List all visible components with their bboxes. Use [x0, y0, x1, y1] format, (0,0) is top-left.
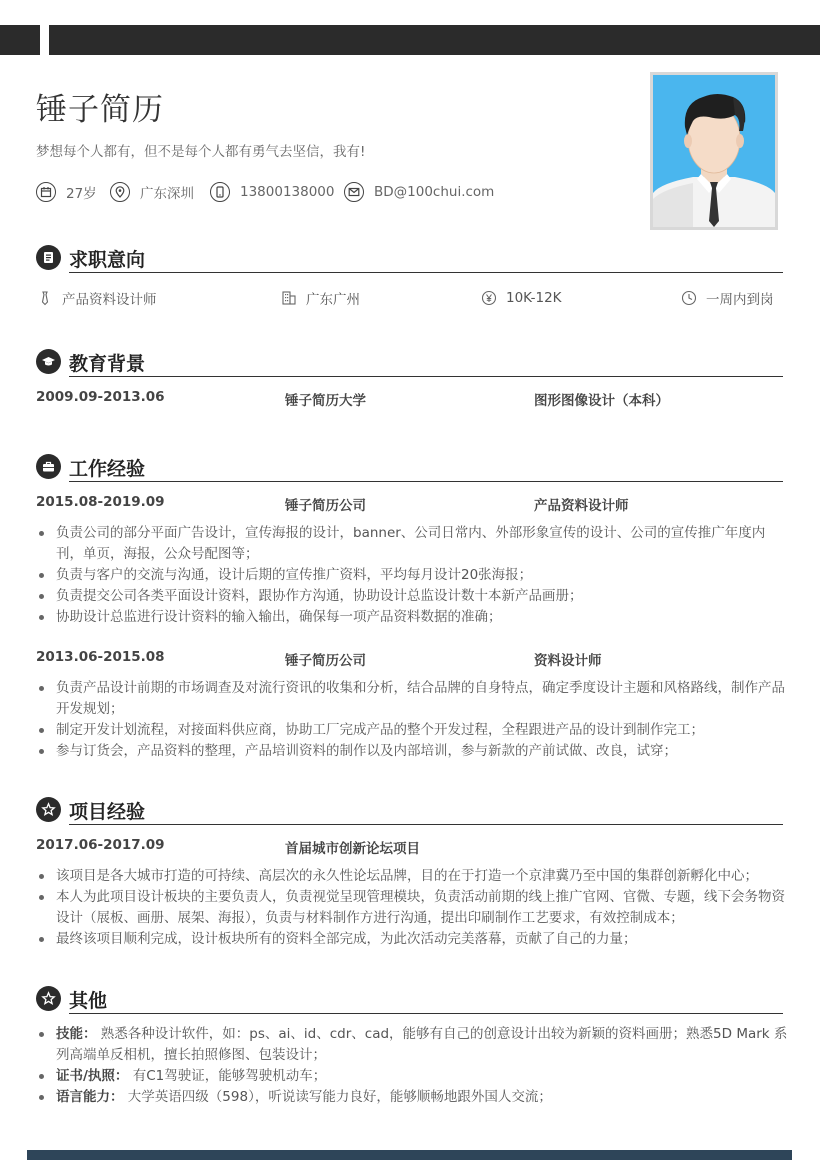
phone-icon	[210, 182, 230, 202]
profile-photo	[650, 72, 778, 230]
section-title: 工作经验	[69, 458, 146, 480]
list-item: 负责提交公司各类平面设计资料，跟协作方沟通，协助设计总监设计数十本新产品画册；	[36, 586, 788, 607]
section-divider	[69, 1013, 783, 1014]
list-item: 负责产品设计前期的市场调查及对流行资讯的收集和分析，结合品牌的自身特点，确定季度设计主题和风格路线，制作产品开发规划；	[36, 678, 788, 720]
list-item: 参与订货会，产品资料的整理，产品培训资料的制作以及内部培训，参与新款的产前试做、改良，试穿；	[36, 741, 788, 762]
document-icon	[36, 245, 61, 270]
list-item: 协助设计总监进行设计资料的输入输出，确保每一项产品资料数据的准确；	[36, 607, 788, 628]
location-pin-icon	[110, 182, 130, 202]
section-title: 教育背景	[69, 353, 146, 375]
item-label: 语言能力：	[56, 1089, 124, 1105]
section-work	[36, 452, 783, 482]
job-period: 2013.06-2015.08	[36, 649, 165, 665]
intent-position-text: 产品资料设计师	[62, 292, 157, 308]
building-icon	[280, 289, 298, 307]
section-projects	[36, 795, 783, 825]
item-text: 熟悉各种设计软件，如：ps、ai、id、cdr、cad，能够有自己的创意设计出较为新颖的资料画册；熟悉5D Mark 系列高端单反相机，擅长拍照修图、包装设计；	[56, 1026, 788, 1063]
intent-city-text: 广东广州	[306, 292, 360, 308]
section-job-intent	[36, 243, 783, 273]
job-duties	[36, 678, 788, 762]
section-divider	[69, 376, 783, 377]
intent-availability	[680, 288, 774, 308]
list-item: 本人为此项目设计板块的主要负责人，负责视觉呈现管理模块，负责活动前期的线上推广官网、官微、专题，线下会务物资设计（展板、画册、展架、海报），负责与材料制作方进行沟通，提出印刷制作工艺要求，有效控制成本；	[36, 887, 788, 929]
item-label: 证书/执照：	[56, 1068, 129, 1084]
yen-icon	[480, 289, 498, 307]
education-school: 锤子简历大学	[285, 393, 366, 409]
list-item: 负责公司的部分平面广告设计，宣传海报的设计，banner、公司日常内、外部形象宣传的设计、公司的宣传推广年度内刊，单页，海报，公众号配图等；	[36, 523, 788, 565]
resume-name: 锤子简历	[36, 92, 164, 128]
education-major: 图形图像设计（本科）	[534, 393, 669, 409]
job-role: 产品资料设计师	[534, 498, 629, 514]
age-text: 27岁	[66, 186, 97, 202]
job-period: 2015.08-2019.09	[36, 494, 165, 510]
job-duties	[36, 523, 788, 628]
list-item: 制定开发计划流程，对接面料供应商，协助工厂完成产品的整个开发过程，全程跟进产品的设计到制作完工；	[36, 720, 788, 741]
avatar-illustration	[653, 75, 775, 227]
list-item: 负责与客户的交流与沟通，设计后期的宣传推广资料，平均每月设计20张海报；	[36, 565, 788, 586]
motto: 梦想每个人都有，但不是每个人都有勇气去坚信，我有!	[36, 144, 366, 160]
top-bar-right	[49, 25, 820, 55]
briefcase-icon	[36, 454, 61, 479]
intent-salary-text: 10K-12K	[506, 290, 562, 306]
intent-availability-text: 一周内到岗	[706, 292, 774, 308]
section-education	[36, 347, 783, 377]
contact-email	[344, 181, 494, 203]
job-company: 锤子简历公司	[285, 653, 366, 669]
contact-phone	[210, 181, 334, 203]
graduation-cap-icon	[36, 349, 61, 374]
list-item	[36, 1024, 788, 1066]
education-row	[36, 389, 783, 409]
section-title: 其他	[69, 990, 108, 1012]
job-company: 锤子简历公司	[285, 498, 366, 514]
section-divider	[69, 824, 783, 825]
job-row	[36, 649, 783, 669]
footer-bar	[27, 1150, 792, 1160]
tie-icon	[36, 289, 54, 307]
item-text: 大学英语四级（598），听说读写能力良好，能够顺畅地跟外国人交流；	[127, 1089, 552, 1105]
job-role: 资料设计师	[534, 653, 602, 669]
project-name: 首届城市创新论坛项目	[285, 841, 420, 857]
section-divider	[69, 272, 783, 273]
job-row	[36, 494, 783, 514]
list-item	[36, 1087, 788, 1108]
location-text: 广东深圳	[140, 186, 194, 202]
intent-position	[36, 288, 157, 308]
intent-city	[280, 288, 360, 308]
section-title: 项目经验	[69, 801, 146, 823]
top-bar-left	[0, 25, 40, 55]
other-list	[36, 1024, 788, 1108]
contact-location	[110, 181, 194, 203]
education-period: 2009.09-2013.06	[36, 389, 165, 405]
project-row	[36, 837, 783, 857]
project-details	[36, 866, 788, 950]
list-item: 该项目是各大城市打造的可持续、高层次的永久性论坛品牌，目的在于打造一个京津冀乃至中国的集群创新孵化中心；	[36, 866, 788, 887]
project-period: 2017.06-2017.09	[36, 837, 165, 853]
email-text[interactable]: BD@100chui.com	[374, 184, 495, 200]
star-icon	[36, 797, 61, 822]
star-icon	[36, 986, 61, 1011]
item-text: 有C1驾驶证，能够驾驶机动车；	[132, 1068, 327, 1084]
phone-text[interactable]: 13800138000	[240, 184, 335, 200]
item-label: 技能：	[56, 1026, 97, 1042]
section-divider	[69, 481, 783, 482]
intent-salary	[480, 288, 562, 308]
calendar-icon	[36, 182, 56, 202]
section-title: 求职意向	[69, 249, 146, 271]
list-item: 最终该项目顺利完成，设计板块所有的资料全部完成，为此次活动完美落幕，贡献了自己的力量；	[36, 929, 788, 950]
contact-age	[36, 181, 97, 203]
mail-icon	[344, 182, 364, 202]
clock-icon	[680, 289, 698, 307]
section-other	[36, 984, 783, 1014]
list-item	[36, 1066, 788, 1087]
